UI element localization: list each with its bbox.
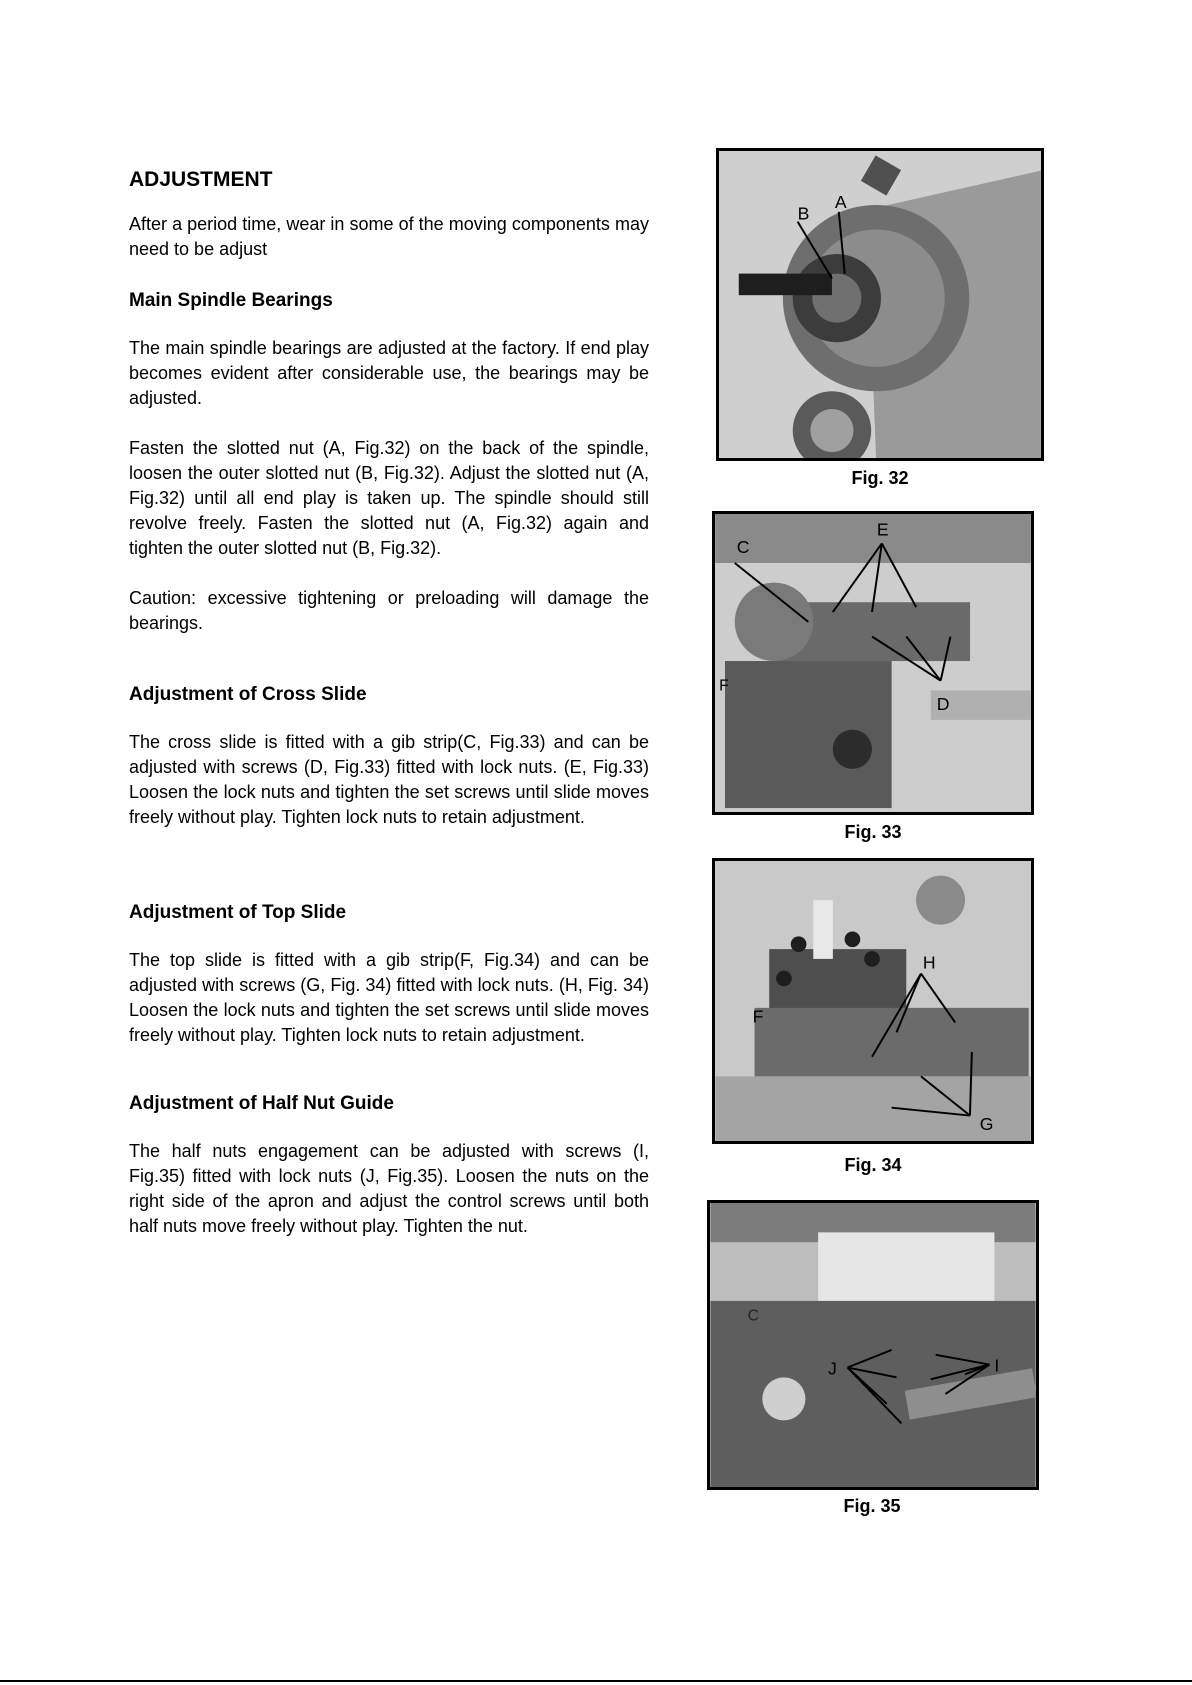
fig32-caption: Fig. 32 <box>851 468 909 488</box>
fig33-label-c: C <box>736 537 750 558</box>
fig35-apron-photo <box>710 1203 1036 1487</box>
fig33-label-f: F <box>719 677 729 695</box>
fig34-label-h: H <box>922 952 936 973</box>
bottom-border-line <box>0 1680 1192 1682</box>
fig32-label-b: B <box>797 203 810 224</box>
half-nut-paragraph: The half nuts engagement can be adjusted with screws (I, Fig.35) fitted with lock nuts (J, Fig.35). Loosen the nuts on the right side of the apron and adjust the control screws until both half nuts move freely without play. Tighten the nut. <box>129 1141 649 1236</box>
fig32-image <box>716 148 1044 461</box>
fig34-label-f: F <box>752 1006 764 1027</box>
cross-slide-heading: Adjustment of Cross Slide <box>129 684 367 705</box>
fig35-image <box>707 1200 1039 1490</box>
fig33-image <box>712 511 1034 815</box>
spindle-paragraph-2: Fasten the slotted nut (A, Fig.32) on the back of the spindle, loosen the outer slotted nut (B, Fig.32). Adjust the slotted nut (A, Fig.32) until all end play is taken up. The spindle should still revolve freely. Fasten the slotted nut (A, Fig.32) again and tighten the outer slotted nut (B, Fig.32). <box>129 438 649 558</box>
intro-paragraph: After a period time, wear in some of the moving components may need to be adjust <box>129 214 649 259</box>
fig35-label-j: J <box>827 1358 837 1379</box>
fig34-caption: Fig. 34 <box>844 1155 902 1175</box>
fig32-lathe-spindle-photo <box>719 151 1041 458</box>
spindle-heading: Main Spindle Bearings <box>129 290 333 311</box>
fig33-label-d: D <box>936 694 950 715</box>
fig35-label-i: I <box>994 1355 1000 1376</box>
fig33-cross-slide-photo <box>715 514 1031 812</box>
fig34-image <box>712 858 1034 1144</box>
fig33-label-e: E <box>876 519 889 540</box>
spindle-caution: Caution: excessive tightening or preloading will damage the bearings. <box>129 588 649 633</box>
fig35-caption: Fig. 35 <box>843 1496 901 1516</box>
fig32-label-a: A <box>834 191 847 212</box>
half-nut-heading: Adjustment of Half Nut Guide <box>129 1093 394 1114</box>
spindle-paragraph-1: The main spindle bearings are adjusted at the factory. If end play becomes evident after considerable use, the bearings may be adjusted. <box>129 338 649 408</box>
cross-slide-paragraph: The cross slide is fitted with a gib strip(C, Fig.33) and can be adjusted with screws (D, Fig.33) fitted with lock nuts. (E, Fig.33) Loosen the lock nuts and tighten the set screws until slide moves freely without play. Tighten lock nuts to retain adjustment. <box>129 732 649 827</box>
page-title: ADJUSTMENT <box>129 168 273 191</box>
fig33-caption: Fig. 33 <box>844 822 902 842</box>
top-slide-paragraph: The top slide is fitted with a gib strip(F, Fig.34) and can be adjusted with screws (G, Fig. 34) fitted with lock nuts. (H, Fig. 34) Loosen the lock nuts and tighten the set screws until slide moves freely without play. Tighten lock nuts to retain adjustment. <box>129 950 649 1045</box>
top-slide-heading: Adjustment of Top Slide <box>129 902 347 923</box>
text-column <box>129 168 649 1239</box>
fig35-label-c: C <box>747 1307 759 1325</box>
fig34-top-slide-photo <box>715 861 1031 1141</box>
fig34-label-g: G <box>979 1114 994 1135</box>
